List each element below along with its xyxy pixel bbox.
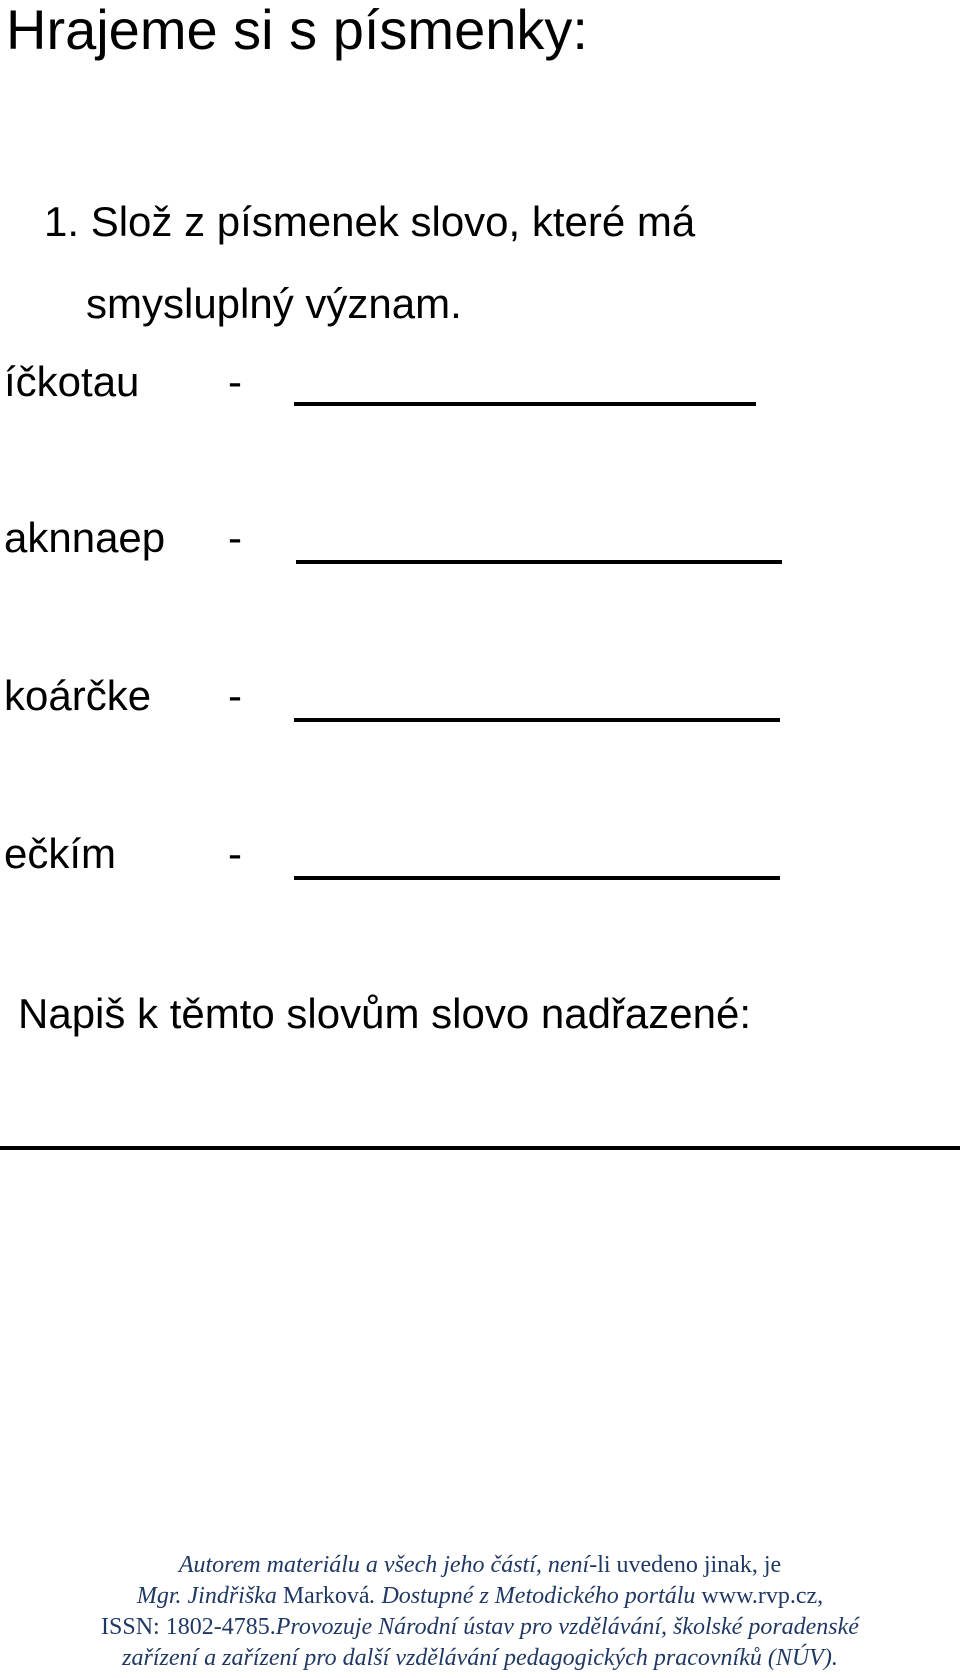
word-dash: - [228,358,242,405]
footer-line-4: zařízení a zařízení pro další vzdělávání pedagogických pracovníků (NÚV). [122,1645,838,1671]
task-1-instruction-line-2: smysluplný význam. [86,280,462,327]
scrambled-word: ečkím [4,830,117,877]
answer-blank-line [294,718,780,722]
footer-line-3: ISSN: 1802-4785.Provozuje Národní ústav pro vzdělávání, školské poradenské [101,1614,859,1640]
scrambled-word-row [0,830,800,890]
word-dash: - [228,672,242,719]
task-1-instruction-line-1: 1. Slož z písmenek slovo, které má [44,198,696,245]
word-dash: - [228,830,242,877]
answer-blank-line [296,560,782,564]
scrambled-word-row [0,514,800,574]
license-footer [0,1550,960,1674]
footer-line-2: Mgr. Jindřiška Marková. Dostupné z Metodického portálu www.rvp.cz, [136,1583,824,1609]
task-2-instruction: Napiš k těmto slovům slovo nadřazené: [18,990,752,1037]
scrambled-word-row [0,358,800,418]
word-dash: - [228,514,242,561]
page-title: Hrajeme si s písmenky: [6,0,588,61]
superordinate-answer-line [0,1146,960,1150]
answer-blank-line [294,876,780,880]
footer-line-1: Autorem materiálu a všech jeho částí, není-li uvedeno jinak, je [178,1552,782,1578]
scrambled-word-row [0,672,800,732]
portal-link[interactable]: www.rvp.cz, [701,1583,824,1609]
scrambled-word: íčkotau [4,358,140,405]
answer-blank-line [294,402,756,406]
scrambled-word: aknnaep [4,514,166,561]
scrambled-word: koárčke [4,672,152,719]
